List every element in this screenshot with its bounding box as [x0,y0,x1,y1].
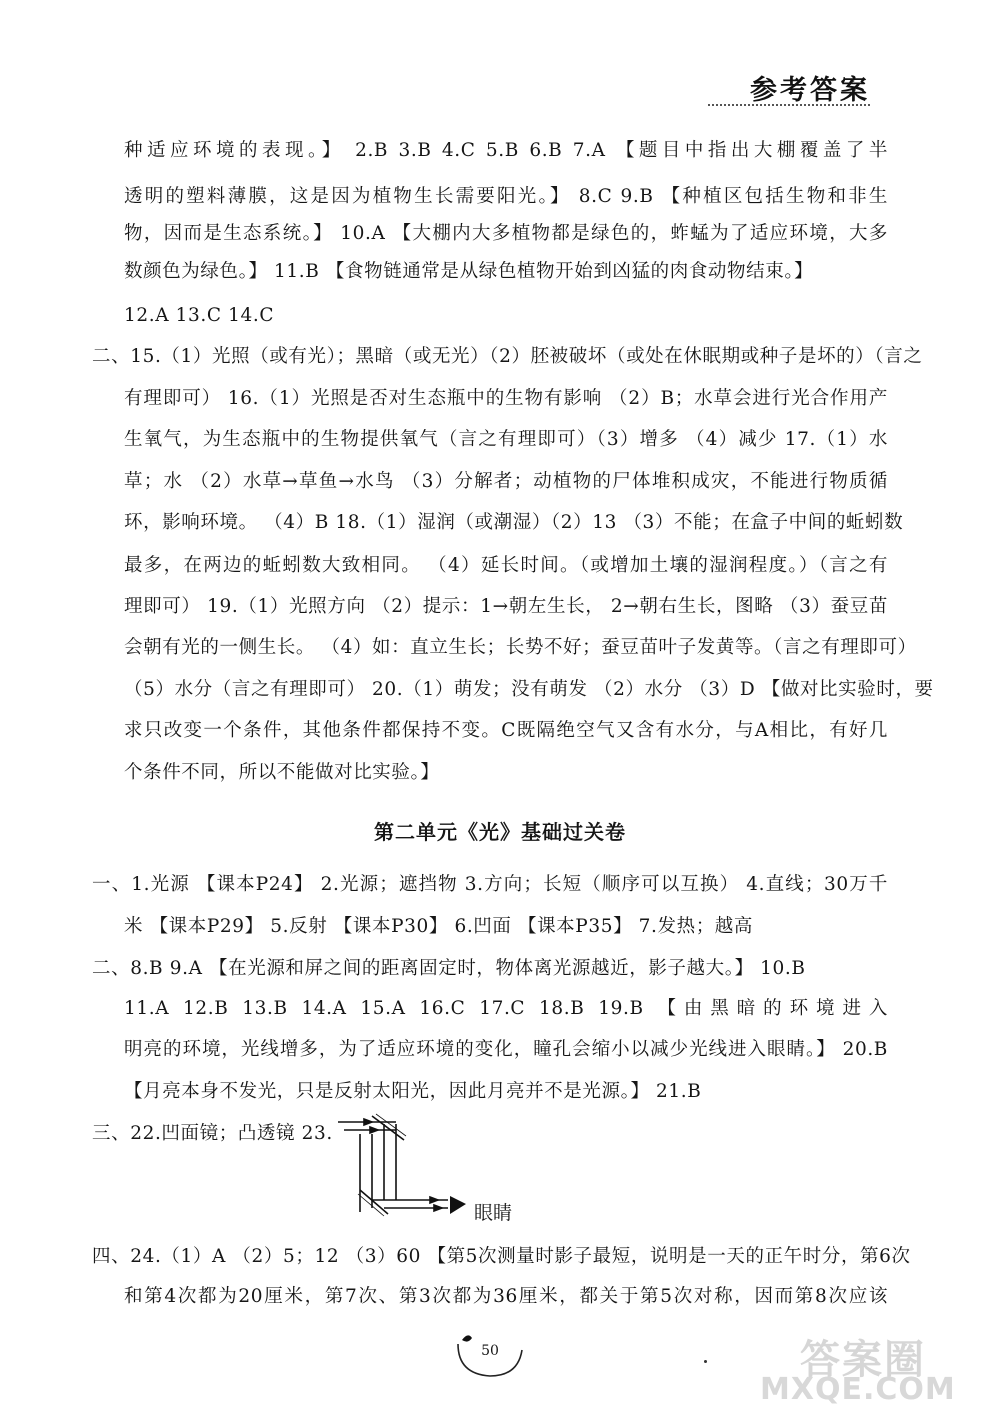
answer-line: 种适应环境的表现。】 2.B 3.B 4.C 5.B 6.B 7.A 【题目中指出大棚覆盖了半 [124,140,888,161]
answer-line: （5）水分（言之有理即可） 20.（1）萌发；没有萌发 （2）水分 （3）D 【做对比实验时，要 [124,679,934,700]
answer-line: 和第4次都为20厘米，第7次、第3次都为36厘米，都关于第5次对称，因而第8次应该 [124,1286,888,1307]
answer-line: 11.A 12.B 13.B 14.A 15.A 16.C 17.C 18.B 19.B 【由黑暗的环境进入 [124,998,888,1019]
answer-line: 会朝有光的一侧生长。 （4）如：直立生长；长势不好；蚕豆苗叶子发黄等。（言之有理即可） [124,637,917,658]
answer-line: 理即可） 19.（1）光照方向 （2）提示：1→朝左生长， 2→朝右生长，图略 （3）蚕豆苗 [124,596,888,617]
answer-line: 12.A 13.C 14.C [124,305,275,326]
answer-line: 生氧气，为生态瓶中的生物提供氧气（言之有理即可）（3）增多 （4）减少 17.（1）水 [124,429,888,450]
answer-line: 三、22.凹面镜；凸透镜 23. [92,1123,333,1144]
answer-line: 四、24.（1）A （2）5；12 （3）60 【第5次测量时影子最短，说明是一天的正午时分，第6次 [92,1246,911,1267]
header-title: 参考答案 [750,75,870,106]
answer-line: 二、8.B 9.A 【在光源和屏之间的距离固定时，物体离光源越近，影子越大。】 10.B [92,958,806,979]
answer-line: 有理即可） 16.（1）光照是否对生态瓶中的生物有影响 （2）B；水草会进行光合作用产 [124,388,888,409]
answer-line: 一、1.光源 【课本P24】 2.光源；遮挡物 3.方向；长短（顺序可以互换） 4.直线；30万千 [92,874,888,895]
page-number: 50 [481,1343,499,1359]
answer-line: 【月亮本身不发光，只是反射太阳光，因此月亮并不是光源。】 21.B [124,1081,702,1102]
answer-line: 二、15.（1）光照（或有光）；黑暗（或无光）（2）胚被破坏（或处在休眠期或种子是坏的）（言之 [92,346,923,367]
periscope-diagram [330,1110,470,1230]
answer-line: 求只改变一个条件，其他条件都保持不变。C既隔绝空气又含有水分，与A相比，有好几 [124,720,888,741]
answer-line: 物，因而是生态系统。】 10.A 【大棚内大多植物都是绿色的，蚱蜢为了适应环境，大多 [124,223,888,244]
answer-line: 草；水 （2）水草→草鱼→水鸟 （3）分解者；动植物的尸体堆积成灾，不能进行物质循 [124,471,888,492]
watermark-url: MXQE.COM [760,1372,956,1407]
answer-line: 米 【课本P29】 5.反射 【课本P30】 6.凹面 【课本P35】 7.发热；越高 [124,916,754,937]
answer-line: 个条件不同，所以不能做对比实验。】 [124,762,440,783]
header-rule [708,104,870,106]
answer-line: 透明的塑料薄膜，这是因为植物生长需要阳光。】 8.C 9.B 【种植区包括生物和非生 [124,186,888,207]
eye-icon [450,1196,466,1214]
answer-line: 最多，在两边的蚯蚓数大致相同。 （4）延长时间。（或增加土壤的湿润程度。）（言之有 [124,555,888,576]
eye-label: 眼睛 [474,1202,513,1224]
answer-line: 数颜色为绿色。】 11.B 【食物链通常是从绿色植物开始到凶猛的肉食动物结束。】 [124,261,814,282]
dot-mark [704,1360,707,1363]
answer-line: 环，影响环境。 （4）B 18.（1）湿润（或潮湿）（2）13 （3）不能；在盒子中间的蚯蚓数 [124,512,904,533]
section-title: 第二单元《光》基础过关卷 [374,820,626,844]
watermark-logo: 答案圈 [800,1337,926,1383]
answer-line: 明亮的环境，光线增多，为了适应环境的变化，瞳孔会缩小以减少光线进入眼睛。】 20.B [124,1039,888,1060]
